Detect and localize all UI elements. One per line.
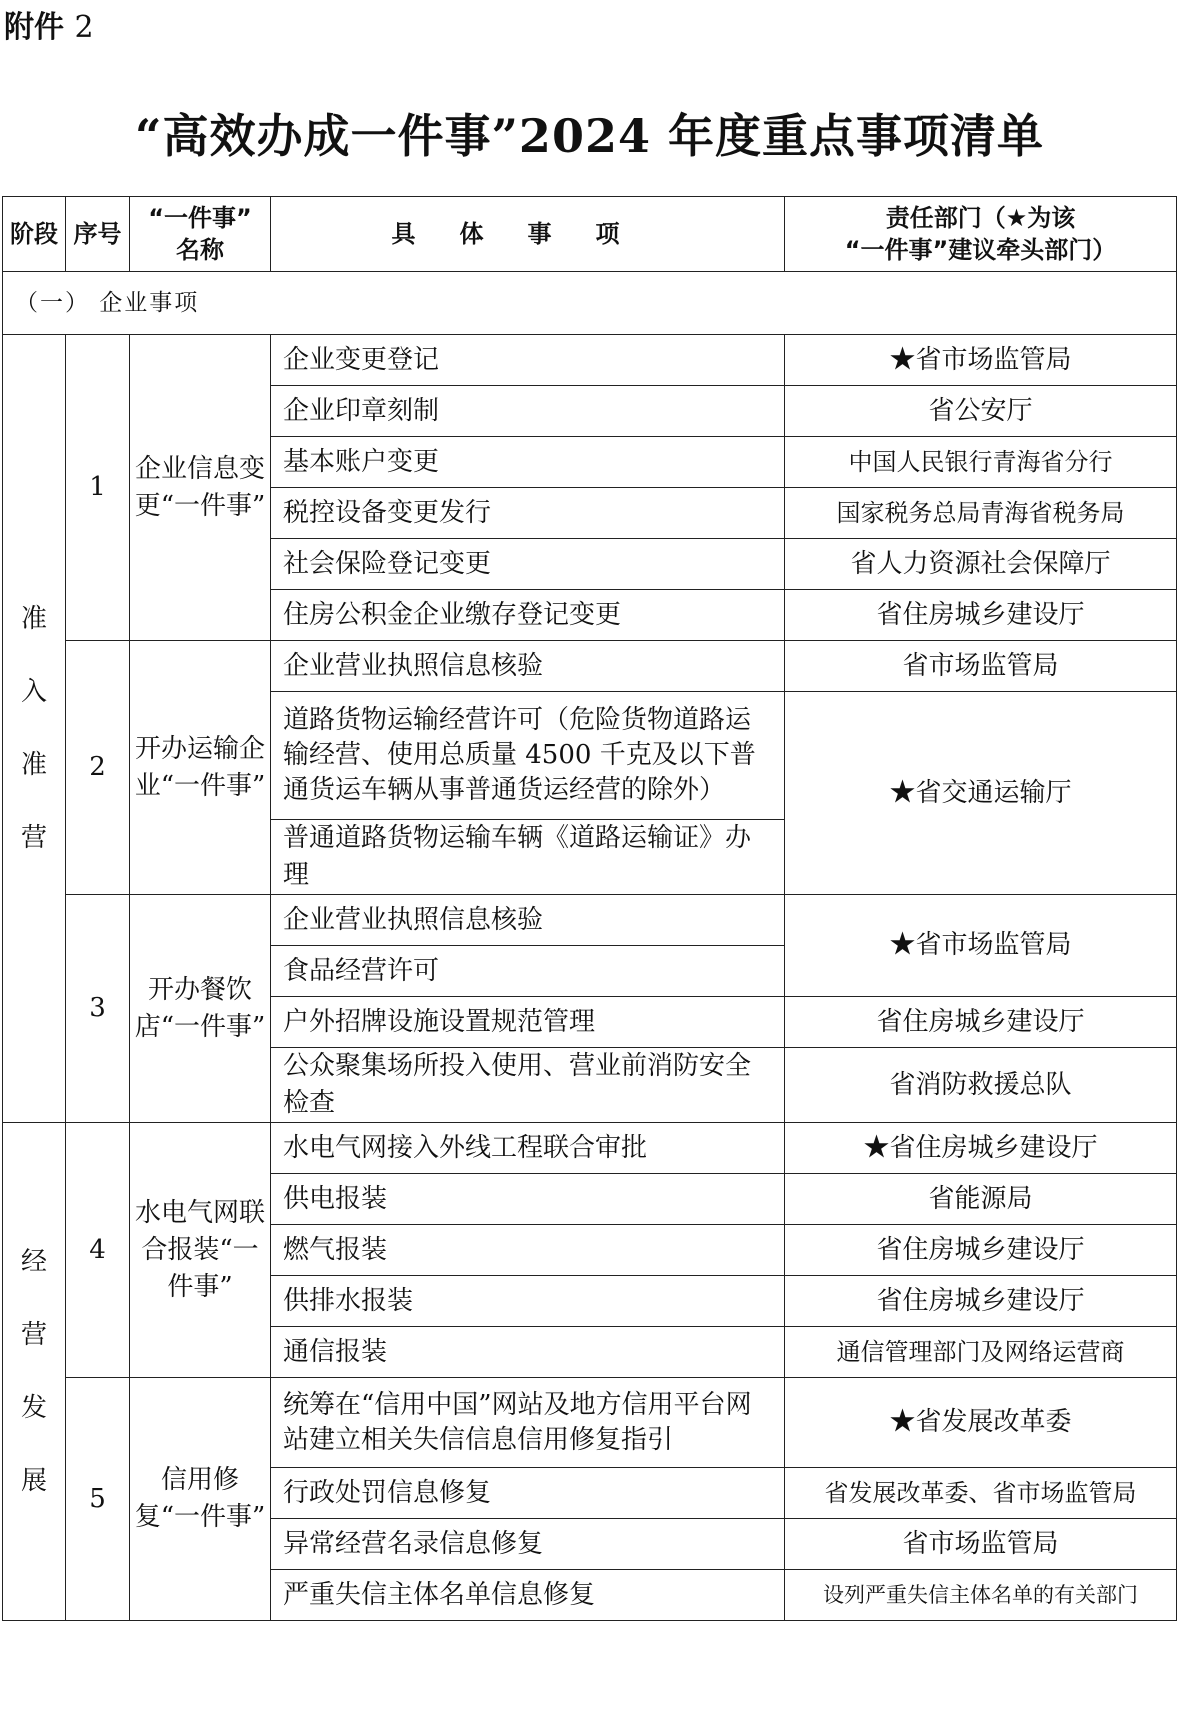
dept-cell: 省人力资源社会保障厅 (785, 539, 1177, 590)
item-cell: 水电气网接入外线工程联合审批 (271, 1123, 785, 1174)
header-item: 具体事项 (271, 197, 785, 272)
item-cell: 税控设备变更发行 (271, 488, 785, 539)
dept-cell: 省市场监管局 (785, 1519, 1177, 1570)
dept-cell: ★省市场监管局 (785, 335, 1177, 386)
dept-cell: 中国人民银行青海省分行 (785, 437, 1177, 488)
attachment-number: 2 (74, 10, 94, 45)
page-title: “高效办成一件事”2024 年度重点事项清单 (135, 109, 1044, 163)
table-header-row (3, 197, 1177, 272)
item-cell: 食品经营许可 (271, 946, 785, 997)
item-cell: 户外招牌设施设置规范管理 (271, 997, 785, 1048)
key-items-table (2, 196, 1177, 1621)
item-cell: 企业变更登记 (271, 335, 785, 386)
matter-name: 企业信息变更“一件事” (130, 335, 271, 641)
item-cell: 企业印章刻制 (271, 386, 785, 437)
dept-cell: 省住房城乡建设厅 (785, 1225, 1177, 1276)
item-cell: 行政处罚信息修复 (271, 1468, 785, 1519)
matter-name: 开办运输企业“一件事” (130, 641, 271, 895)
serial-number: 3 (66, 895, 130, 1123)
serial-number: 5 (66, 1378, 130, 1621)
header-serial: 序号 (66, 197, 130, 272)
item-cell: 普通道路货物运输车辆《道路运输证》办理 (271, 820, 785, 895)
stage-char: 准 (20, 749, 47, 780)
stage-access (3, 335, 66, 1123)
dept-cell: ★省发展改革委 (785, 1378, 1177, 1468)
item-cell: 燃气报装 (271, 1225, 785, 1276)
dept-cell: ★省交通运输厅 (785, 692, 1177, 895)
serial-number: 1 (66, 335, 130, 641)
item-cell: 异常经营名录信息修复 (271, 1519, 785, 1570)
matter-name: 信用修复“一件事” (130, 1378, 271, 1621)
matter-name: 水电气网联合报装“一件事” (130, 1123, 271, 1378)
table-row (3, 335, 1177, 386)
item-cell: 公众聚集场所投入使用、营业前消防安全检查 (271, 1048, 785, 1123)
stage-char: 营 (20, 1319, 47, 1350)
dept-cell: ★省住房城乡建设厅 (785, 1123, 1177, 1174)
stage-char: 经 (20, 1246, 47, 1277)
stage-char: 入 (20, 676, 47, 707)
item-cell: 通信报装 (271, 1327, 785, 1378)
dept-cell: 省住房城乡建设厅 (785, 1276, 1177, 1327)
header-dept-line1: 责任部门（★为该 (885, 204, 1076, 232)
dept-cell: 国家税务总局青海省税务局 (785, 488, 1177, 539)
dept-cell: 通信管理部门及网络运营商 (785, 1327, 1177, 1378)
stage-operation (3, 1123, 66, 1621)
dept-cell: 省消防救援总队 (785, 1048, 1177, 1123)
stage-char: 营 (20, 822, 47, 853)
dept-cell: 省能源局 (785, 1174, 1177, 1225)
dept-cell: 设列严重失信主体名单的有关部门 (785, 1570, 1177, 1621)
attachment-label (4, 2, 94, 46)
dept-cell: 省发展改革委、省市场监管局 (785, 1468, 1177, 1519)
item-cell: 社会保险登记变更 (271, 539, 785, 590)
item-cell: 供电报装 (271, 1174, 785, 1225)
attachment-prefix: 附件 (4, 10, 64, 45)
item-cell: 企业营业执照信息核验 (271, 895, 785, 946)
header-name-line1: “一件事” (148, 204, 252, 232)
item-cell: 统筹在“信用中国”网站及地方信用平台网站建立相关失信信息信用修复指引 (271, 1378, 785, 1468)
stage-char: 准 (20, 603, 47, 634)
section-title: （一） 企业事项 (3, 272, 1177, 335)
table-row (3, 1378, 1177, 1468)
serial-number: 2 (66, 641, 130, 895)
stage-char: 发 (20, 1392, 47, 1423)
table-row (3, 895, 1177, 946)
dept-cell: 省市场监管局 (785, 641, 1177, 692)
header-dept (785, 197, 1177, 272)
dept-cell: 省住房城乡建设厅 (785, 997, 1177, 1048)
section-row (3, 272, 1177, 335)
item-cell: 基本账户变更 (271, 437, 785, 488)
item-cell: 企业营业执照信息核验 (271, 641, 785, 692)
item-cell: 住房公积金企业缴存登记变更 (271, 590, 785, 641)
stage-char: 展 (20, 1465, 47, 1496)
matter-name: 开办餐饮店“一件事” (130, 895, 271, 1123)
header-stage: 阶段 (3, 197, 66, 272)
dept-cell: 省公安厅 (785, 386, 1177, 437)
header-dept-line2: “一件事”建议牵头部门） (844, 236, 1117, 264)
dept-cell: 省住房城乡建设厅 (785, 590, 1177, 641)
item-cell: 供排水报装 (271, 1276, 785, 1327)
table-row (3, 641, 1177, 692)
table-row (3, 1123, 1177, 1174)
item-cell: 严重失信主体名单信息修复 (271, 1570, 785, 1621)
item-cell: 道路货物运输经营许可（危险货物道路运输经营、使用总质量 4500 千克及以下普通货运车辆从事普通货运经营的除外） (271, 692, 785, 820)
header-name-line2: 名称 (176, 236, 224, 264)
header-name (130, 197, 271, 272)
dept-cell: ★省市场监管局 (785, 895, 1177, 997)
serial-number: 4 (66, 1123, 130, 1378)
